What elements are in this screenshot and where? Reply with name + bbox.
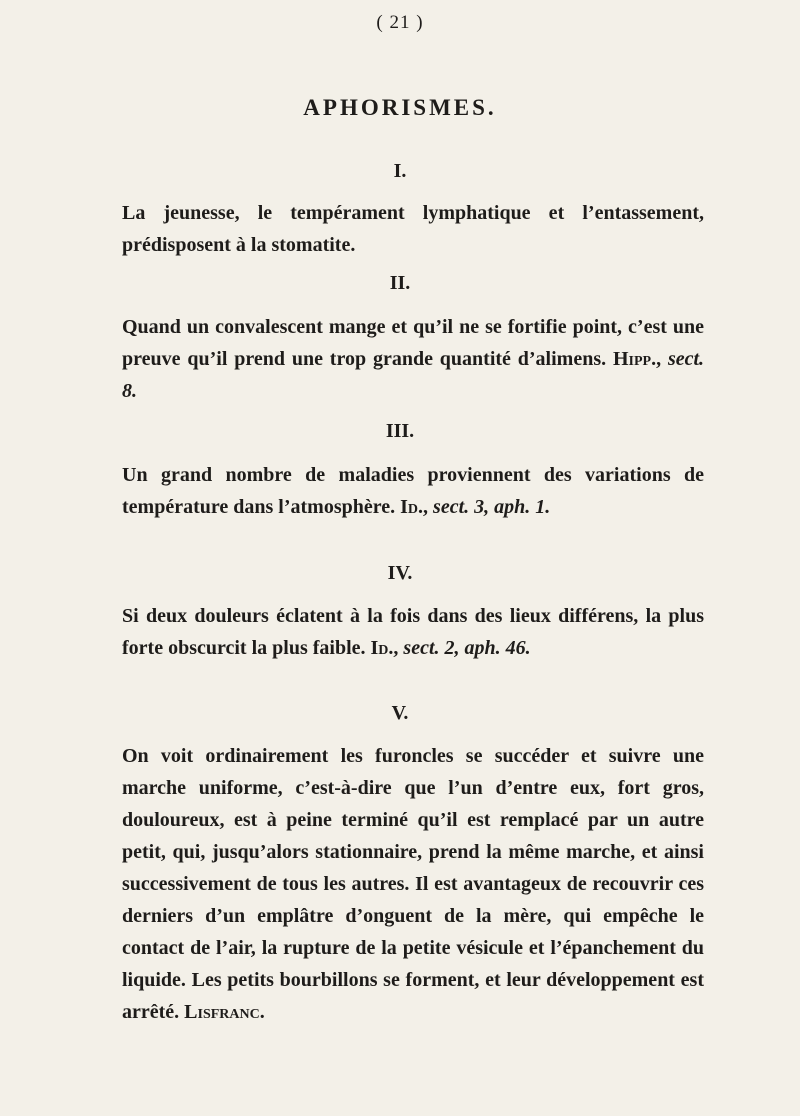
aphorism-5-text — [122, 740, 704, 1028]
aphorism-reference: sect. 8. — [122, 348, 705, 402]
aphorism-author: Id. — [400, 496, 424, 518]
page-number: ( 21 ) — [376, 12, 424, 33]
aphorism-1-text — [122, 197, 704, 261]
aphorism-numeral-4: IV. — [387, 562, 413, 584]
aphorism-text: Un grand nombre de maladies proviennent des variations de température dans l’atmosphère. — [122, 464, 704, 518]
aphorism-author: Id. — [370, 637, 394, 659]
aphorism-3-text: Un grand nombre de maladies proviennent des variations de température dans l’atmosphère. Id., sect. 3, aph. 1. — [122, 464, 704, 518]
aphorism-numeral-2: II. — [389, 272, 411, 294]
aphorism-numeral-5: V. — [391, 702, 409, 724]
aphorism-numeral-3: III. — [385, 420, 415, 442]
aphorism-reference: sect. 2, aph. 46. — [403, 637, 531, 659]
aphorism-numeral-1: I. — [393, 160, 407, 182]
aphorism-reference: sect. 3, aph. 1. — [433, 496, 551, 518]
aphorism-2-text: Quand un convalescent mange et qu’il ne se fortifie point, c’est une preuve qu’il prend une trop grande quantité d’alimens. Hipp., sect. 8. — [122, 316, 705, 402]
aphorism-text: Si deux douleurs éclatent à la fois dans des lieux différens, la plus forte obscurcit la plus faible. — [122, 605, 704, 659]
aphorism-author: Hipp. — [612, 348, 657, 370]
aphorism-text: La jeunesse, le tempérament lymphatique et l’entassement, prédisposent à la stomatite. — [122, 202, 704, 256]
aphorism-text: Quand un convalescent mange et qu’il ne se fortifie point, c’est une preuve qu’il prend une trop grande quantité d’alimens. — [122, 316, 704, 370]
aphorism-4-text: Si deux douleurs éclatent à la fois dans des lieux différens, la plus forte obscurcit la plus faible. Id., sect. 2, aph. 46. — [122, 605, 704, 659]
page-title: APHORISMES. — [303, 95, 497, 120]
aphorism-text: On voit ordinairement les furoncles se succéder et suivre une marche uniforme, c’est-à-dire que l’un d’entre eux, fort gros, douloureux, est à peine terminé qu’il est remplacé par un autre petit, qui, jusqu’alors stationnaire, prend la même marche, et ainsi successivement de tous les autres. Il est avantageux de recouvrir ces derniers d’un emplâtre d’onguent de la mère, qui empêche le contact de l’air, la rupture de la petite vésicule et l’épanchement du liquide. Les petits bourbillons se forment, et leur développement est arrêté. — [122, 745, 704, 1023]
aphorism-author: Lisfranc. — [184, 1001, 265, 1023]
